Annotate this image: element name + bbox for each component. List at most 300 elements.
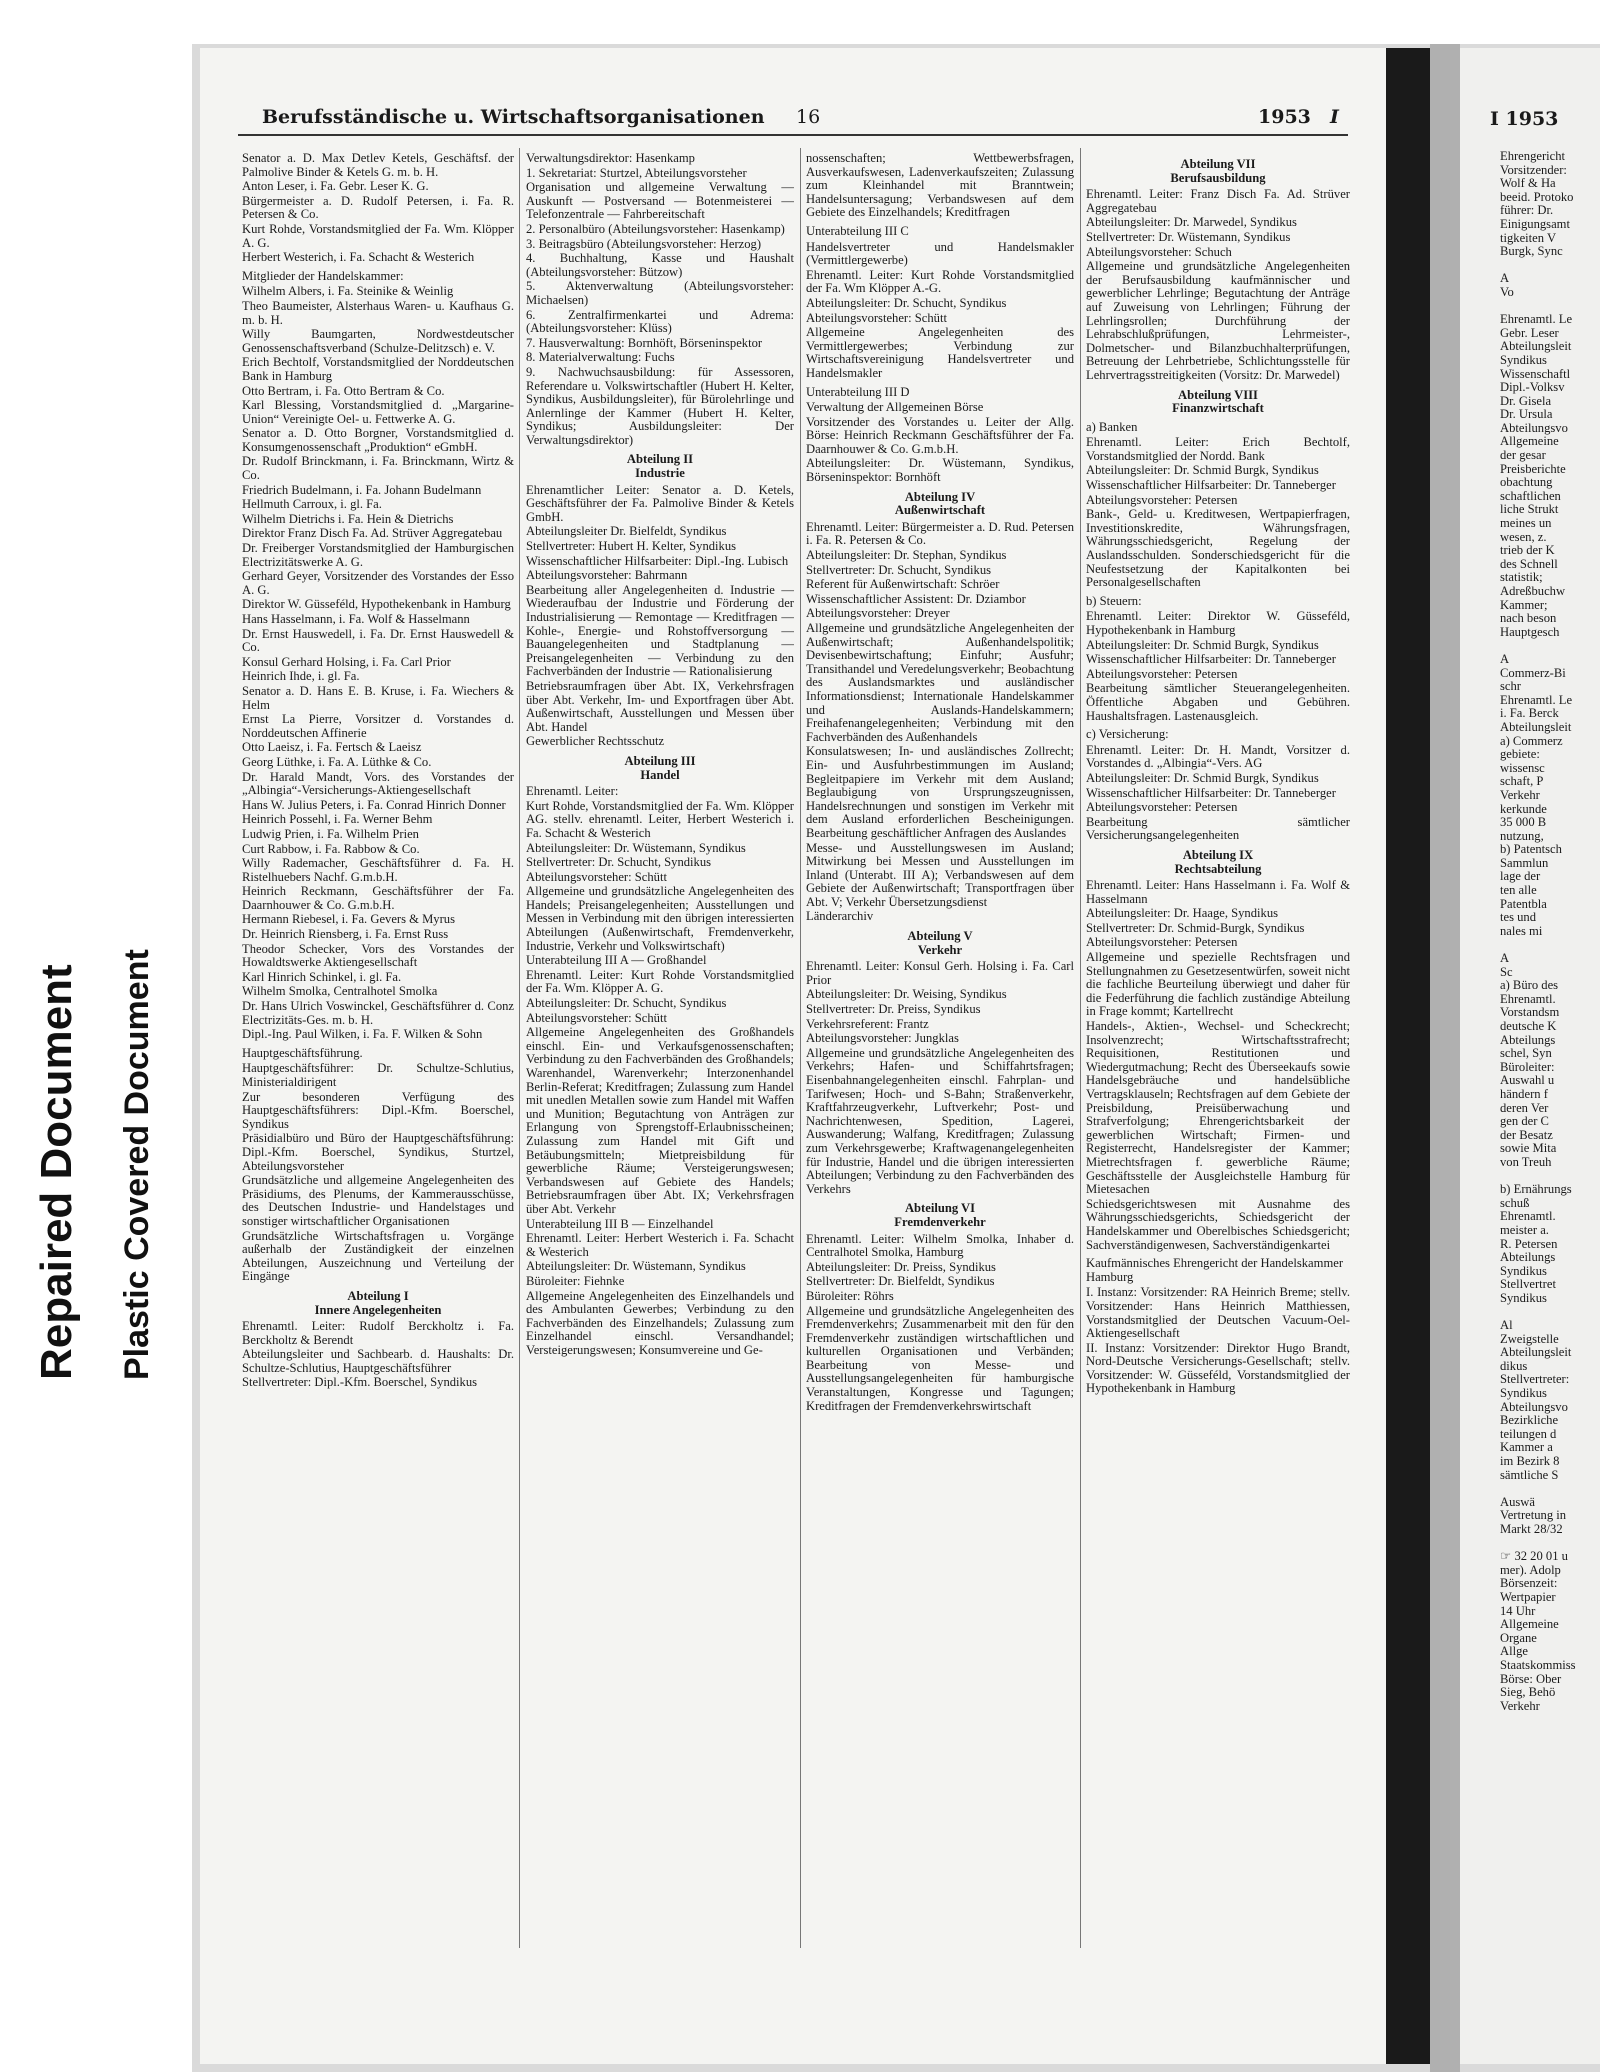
entry-text: Abteilungsleiter: Dr. Marwedel, Syndikus (1086, 215, 1297, 230)
entry-text: Grundsätzliche Wirtschaftsfragen u. Vorgänge außerhalb der Zuständigkeit der einzelnen Abteilungen, Auszeichnung und Verteilung der Eingänge (242, 1228, 514, 1284)
facing-page-line: händern f (1500, 1086, 1548, 1101)
column-divider (519, 148, 520, 1948)
section-subheading: Rechtsabteilung (1174, 861, 1262, 876)
entry-text: Abteilungsleiter und Sachbearb. d. Haushalts: Dr. Schultze-Schlutius, Hauptgeschäftsführer (242, 1347, 514, 1375)
text-column-1 (242, 152, 514, 1952)
entry-text: Stellvertreter: Dr. Schucht, Syndikus (806, 562, 992, 577)
facing-page-line: Vo (1500, 284, 1514, 299)
facing-page-line: schr (1500, 679, 1521, 694)
entry-text: Grundsätzliche und allgemeine Angelegenheiten des Präsidiums, des Plenums, der Kammerausschüsse, des Deutschen Industrie- und Handelstages und sonstiger wirtschaftlicher Organisationen (242, 1173, 514, 1228)
facing-page-line: nach beson (1500, 611, 1557, 626)
facing-page-line (1500, 1305, 1600, 1319)
entry-text: Verkehrsreferent: Frantz (806, 1016, 929, 1031)
entry-text: Handelsvertreter und Handelsmakler (Vermittlergewerbe) (806, 239, 1074, 268)
facing-page-line: Einigungsamt (1500, 216, 1570, 231)
facing-page-line: Sc (1500, 964, 1513, 979)
text-column-2 (526, 152, 794, 1952)
facing-page-line: Dr. Ursula (1500, 407, 1553, 422)
facing-page-line: Büroleiter: (1500, 1059, 1555, 1074)
entry-text: Stellvertreter: Dipl.-Kfm. Boerschel, Syndikus (242, 1375, 478, 1390)
section-heading: Abteilung V (907, 929, 973, 944)
section-heading: Abteilung II (626, 452, 694, 467)
entry-text: Friedrich Budelmann, i. Fa. Johann Budelmann (242, 482, 482, 497)
facing-page-line: des Schnell (1500, 556, 1558, 571)
plastic-covered-label: Plastic Covered Document (118, 949, 156, 1380)
entry-text: Abteilungsvorsteher: Petersen (1086, 666, 1238, 681)
facing-page-line: meines un (1500, 516, 1552, 531)
entry-text: Ehrenamtl. Leiter: Dr. H. Mandt, Vorsitzer d. Vorstandes d. „Albingia“-Vers. AG (1086, 742, 1350, 771)
facing-page-line: 35 000 B (1500, 815, 1547, 830)
entry-text: Dr. Freiberger Vorstandsmitglied der Hamburgischen Electrizitätswerke A. G. (242, 541, 514, 569)
entry-text: Ehrenamtl. Leiter: Kurt Rohde Vorstandsmitglied der Fa. Wm. Klöpper A. G. (526, 967, 794, 996)
entry-text: Herbert Westerich, i. Fa. Schacht & Westerich (242, 250, 475, 265)
facing-page-line: Al (1500, 1318, 1513, 1333)
entry-text: Zur besonderen Verfügung des Hauptgeschäftsführers: Dipl.-Kfm. Boerschel, Syndikus (242, 1089, 514, 1131)
subsection-heading: Kaufmännisches Ehrengericht der Handelskammer Hamburg (1086, 1256, 1344, 1284)
facing-page-line: meister a. (1500, 1222, 1549, 1237)
entry-text: Gerhard Geyer, Vorsitzender des Vorstandes der Esso A. G. (242, 569, 514, 597)
facing-page-line: schaft, P (1500, 774, 1544, 789)
entry-text: Ehrenamtl. Leiter: Erich Bechtolf, Vorstandsmitglied der Nordd. Bank (1086, 435, 1350, 463)
facing-page-line: Syndikus (1500, 1263, 1547, 1278)
entry-text: 2. Personalbüro (Abteilungsvorsteher: Hasenkamp) (526, 221, 785, 236)
facing-page-line: Vorstandsm (1500, 1005, 1560, 1020)
entry-text: Stellvertreter: Hubert H. Kelter, Syndikus (526, 539, 737, 554)
entry-text: Wilhelm Dietrichs i. Fa. Hein & Dietrichs (242, 511, 454, 526)
facing-page-line: nutzung, (1500, 828, 1544, 843)
entry-text: Büroleiter: Fiehnke (526, 1273, 625, 1288)
entry-text: Abteilungsvorsteher: Schütt (806, 310, 947, 325)
entry-text: Allgemeine und grundsätzliche Angelegenheiten des Handels; Preisangelegenheiten; Ausstellungen und Messen in Verbindung mit den übrigen interessierten Abteilungen (Außenwirtschaft, Fremdenverkehr, Industrie, Verkehr und Volkswirtschaft) (526, 884, 794, 953)
facing-page-line: Markt 28/32 (1500, 1521, 1563, 1536)
entry-text: Abteilungsvorsteher: Petersen (1086, 800, 1238, 815)
facing-page-line (1500, 1537, 1600, 1551)
facing-page-line: a) Büro des (1500, 978, 1559, 993)
entry-text: Abteilungsleiter: Dr. Wüstemann, Syndikus (526, 1259, 746, 1274)
entry-text: Abteilungsleiter Dr. Bielfeldt, Syndikus (526, 524, 727, 539)
entry-text: Abteilungsleiter: Dr. Preiss, Syndikus (806, 1259, 996, 1274)
entry-text: Heinrich Ihde, i. gl. Fa. (242, 669, 360, 684)
entry-text: Ludwig Prien, i. Fa. Wilhelm Prien (242, 826, 419, 841)
entry-text: Abteilungsleiter: Dr. Wüstemann, Syndikus, Börseninspektor: Bornhöft (806, 456, 1074, 485)
section-subheading: Finanzwirtschaft (1172, 401, 1264, 416)
facing-page-line: Verkehr (1500, 1698, 1540, 1713)
facing-page-line: b) Patentsch (1500, 842, 1562, 857)
entry-text: Wissenschaftlicher Assistent: Dr. Dziambor (806, 591, 1026, 606)
facing-page-line (1500, 259, 1600, 273)
entry-text: Verwaltungsdirektor: Hasenkamp (526, 152, 695, 165)
entry-text: Stellvertreter: Dr. Wüstemann, Syndikus (1086, 229, 1291, 244)
facing-page-line: Staatskommiss (1500, 1657, 1576, 1672)
facing-page-line: Ehrengericht (1500, 150, 1566, 163)
facing-page-line: Syndikus (1500, 1386, 1547, 1401)
facing-page-line: sowie Mita (1500, 1141, 1557, 1156)
facing-page-line: Wertpapier (1500, 1589, 1556, 1604)
facing-page-line: Börse: Ober (1500, 1671, 1562, 1686)
entry-text: Abteilungsvorsteher: Petersen (1086, 492, 1238, 507)
entry-text: 6. Zentralfirmenkartei und Adrema: (Abteilungsvorsteher: Klüss) (526, 307, 794, 336)
entry-text: 7. Hausverwaltung: Bornhöft, Börseninspektor (526, 335, 763, 350)
facing-page-line: schaftlichen (1500, 488, 1561, 503)
entry-text: Unterabteilung III A — Großhandel (526, 953, 707, 968)
facing-page-line: nales mi (1500, 923, 1543, 938)
entry-text: Bearbeitung sämtlicher Steuerangelegenheiten. Öffentliche Abgaben und Gebühren. Haushaltsfragen. Lastenausgleich. (1086, 681, 1350, 723)
facing-page-line: lage der (1500, 869, 1541, 884)
entry-text: Messe- und Ausstellungswesen im Ausland; Mitwirkung bei Messen und Ausstellungen im Inland (Unterabt. III A); Verbandswesen auf dem Gebiete der Außenwirtschaft; Transportfragen über Abt. V; Verkehr Übersetzungsdienst (806, 840, 1074, 909)
entry-text: Allgemeine Angelegenheiten des Großhandels einschl. Ein- und Verkaufsgenossenschaften; Verbindung zu den Fachverbänden des Großhandels; Warenhandel, Warenverkehr; Interzonenhandel Berlin-Referat; Kreditfragen; Zulassung zum Handel mit unedlen Metallen sowie zum Handel mit Waffen und Munition; Begutachtung von Anträgen zur Erlangung von Sprengstoff-Erlaubnisscheinen; Zulassung zum Handel mit Gift und Betäubungsmitteln; Mietpreisbildung für gewerbliche Räume; Versteigerungswesen; Verbandswesen auf Gebiete des Handels; Betriebsraumfragen über Abt. IX; Verkehrsfragen über Abt. Verkehr (526, 1025, 794, 1216)
entry-text: Abteilungsleiter: Dr. Wüstemann, Syndikus (526, 840, 746, 855)
entry-text: Dr. Heinrich Riensberg, i. Fa. Ernst Russ (242, 927, 449, 942)
entry-text: 3. Beitragsbüro (Abteilungsvorsteher: Herzog) (526, 236, 762, 251)
entry-text: Abteilungsvorsteher: Bahrmann (526, 568, 688, 583)
text-column-3 (806, 152, 1074, 1952)
entry-text: Abteilungsleiter: Dr. Schucht, Syndikus (526, 996, 727, 1011)
running-title: Berufsständische u. Wirtschaftsorganisationen (262, 106, 765, 128)
entry-text: Handels-, Aktien-, Wechsel- und Scheckrecht; Insolvenzrecht; Wirtschaftsstrafrecht; Requisitionen, Restitutionen und Wiedergutmachung; Recht des Überseekaufs sowie Handelsgebräuche und handelsübliche Vertragsklauseln; Rechtsfragen auf dem Gebiete der Preisbildung, Preisüberwachung und Strafverfolgung; Ehrengerichtsbarkeit der gewerblichen Wirtschaft; Firmen- und Registerrecht, Handelsregister der Kammer; Mietrechtsfragen f. gewerbliche Räume; Geschäftsstelle der Ausgleichstelle Hamburg für Mietesachen (1086, 1019, 1350, 1197)
facing-page-line: b) Ernährungs (1500, 1182, 1572, 1197)
entry-text: Direktor Franz Disch Fa. Ad. Strüver Aggregatebau (242, 526, 503, 541)
facing-page-line: schel, Syn (1500, 1046, 1552, 1061)
entry-text: Bearbeitung aller Angelegenheiten d. Industrie — Wiederaufbau der Industrie und Förderung der Industrialisierung — Remontage — Kreditfragen — Kohle-, Energie- und Rohstoffversorgung — Bauangelegenheiten und Stadtplanung — Preisangelegenheiten — Verbindung zu den Fachverbänden der Industrie — Rationalisierung (526, 582, 794, 679)
facing-page-line: Börsenzeit: (1500, 1576, 1558, 1591)
entry-text: Stellvertreter: Dr. Schmid-Burgk, Syndikus (1086, 920, 1305, 935)
entry-text: Dr. Hans Ulrich Voswinckel, Geschäftsführer d. Conz Electrizitäts-Ges. m. b. H. (242, 999, 514, 1027)
entry-text: Ehrenamtl. Leiter: Wilhelm Smolka, Inhaber d. Centralhotel Smolka, Hamburg (806, 1231, 1074, 1260)
section-subheading: Industrie (635, 466, 685, 481)
entry-text: Dipl.-Ing. Paul Wilken, i. Fa. F. Wilken & Sohn (242, 1027, 483, 1042)
facing-page-line: Hauptgesch (1500, 624, 1560, 639)
facing-page-line: im Bezirk 8 (1500, 1454, 1560, 1468)
entry-text: Hellmuth Carroux, i. gl. Fa. (242, 497, 382, 512)
entry-text: Schiedsgerichtswesen mit Ausnahme des Währungsschiedsgerichts, Schiedsgericht der Handelskammer und Oberelbisches Schiedsgericht; Sachverständigenwesen, Sachverständigenkartei (1086, 1196, 1350, 1252)
entry-text: Otto Bertram, i. Fa. Otto Bertram & Co. (242, 383, 445, 398)
facing-page-line: Wissenschaftl (1500, 366, 1571, 381)
facing-page-line: Patentbla (1500, 896, 1547, 911)
facing-page-line: Ehrenamtl. (1500, 991, 1556, 1006)
entry-text: Büroleiter: Röhrs (806, 1288, 894, 1303)
entry-text: Hermann Riebesel, i. Fa. Gevers & Myrus (242, 912, 455, 927)
facing-page-line: tes und (1500, 910, 1537, 925)
entry-text: Theo Baumeister, Alsterhaus Waren- u. Kaufhaus G. m. b. H. (242, 298, 514, 327)
entry-text: Allgemeine Angelegenheiten des Einzelhandels und des Ambulanten Gewerbes; Verbindung zu den Fachverbänden des Einzelhandels; Zulassung zum Einzelhandel einschl. Versandhandel; Versteigerungswesen; Konsumvereine und Ge- (526, 1288, 794, 1357)
entry-text: Stellvertreter: Dr. Bielfeldt, Syndikus (806, 1274, 995, 1289)
entry-text: Ehrenamtl. Leiter: (526, 784, 619, 799)
entry-text: Wissenschaftlicher Hilfsarbeiter: Dipl.-Ing. Lubisch (526, 553, 789, 568)
facing-page-line: Ehrenamtl. Le (1500, 312, 1573, 327)
facing-page-line: beeid. Protoko (1500, 189, 1574, 204)
facing-page-line: Stellvertreter: (1500, 1372, 1570, 1387)
entry-text: Allgemeine und grundsätzliche Angelegenheiten der Außenwirtschaft; Außenhandelspolitik; Devisenbewirtschaftung; Einfuhr; Ausfuhr; Transithandel und Veredelungsverkehr; Beobachtung des Auslandsmarktes und ausländischer Informationsdienst; Internationale Handelskammer und Auslands-Handelskammern; Freihafenangelegenheiten; Verbindung mit den Fachverbänden des Außenhandels (806, 621, 1074, 744)
entry-text: Abteilungsvorsteher: Schütt (526, 1010, 667, 1025)
facing-page-line: Kammer; (1500, 597, 1548, 612)
facing-page-header: I 1953 (1490, 108, 1559, 130)
entry-text: Senator a. D. Otto Borgner, Vorstandsmitglied d. Konsumgenossenschaft „Produktion“ eGmbH. (242, 426, 514, 454)
entry-text: Verwaltung der Allgemeinen Börse (806, 400, 984, 415)
section-subheading: Handel (640, 767, 680, 782)
entry-text: Abteilungsleiter: Dr. Schmid Burgk, Syndikus (1086, 463, 1319, 478)
facing-page-line: Dr. Gisela (1500, 393, 1552, 408)
entry-text: Allgemeine und spezielle Rechtsfragen und Stellungnahmen zu Gesetzesentwürfen, soweit nicht die fachliche Beurteilung überwiegt und daher für die Federführung die fachlich zuständige Abteilung in Frage kommt; Kartellrecht (1086, 950, 1350, 1019)
facing-page-line (1500, 938, 1600, 952)
section-subheading: Innere Angelegenheiten (314, 1302, 442, 1317)
facing-page-line: Abteilungsleit (1500, 339, 1572, 354)
facing-page-line: kerkunde (1500, 801, 1547, 816)
entry-text: II. Instanz: Vorsitzender: Direktor Hugo Brandt, Nord-Deutsche Versicherungs-Gesellschaft; stellv. Vorsitzender: W. Güsseféld, Vorstandsmitglied der Hypothekenbank in Hamburg (1086, 1340, 1350, 1396)
subsection-heading: c) Versicherung: (1086, 727, 1169, 742)
entry-text: Anton Leser, i. Fa. Gebr. Leser K. G. (242, 179, 429, 194)
facing-page-line: Burgk, Sync (1500, 244, 1563, 259)
entry-text: Abteilungsleiter: Dr. Schmid Burgk, Syndikus (1086, 770, 1319, 785)
facing-page-line: wissensc (1500, 760, 1545, 775)
facing-page-line: deutsche K (1500, 1019, 1557, 1033)
entry-text: Dr. Ernst Hauswedell, i. Fa. Dr. Ernst Hauswedell & Co. (242, 626, 514, 655)
section-heading: Abteilung IV (904, 489, 976, 504)
facing-page-line (1500, 639, 1600, 653)
entry-text: Länderarchiv (806, 909, 874, 924)
entry-text: Kurt Rohde, Vorstandsmitglied der Fa. Wm. Klöpper AG. stellv. ehrenamtl. Leiter, Herbert Westerich i. Fa. Schacht & Westerich (526, 798, 794, 840)
page-edge (1386, 48, 1430, 2064)
section-heading: Abteilung VII (1180, 157, 1256, 171)
entry-text: Wilhelm Smolka, Centralhotel Smolka (242, 984, 438, 999)
facing-page-line: Stellvertret (1500, 1277, 1556, 1292)
facing-page-line: ☞ 32 20 01 u (1500, 1549, 1568, 1564)
entry-text: Otto Laeisz, i. Fa. Fertsch & Laeisz (242, 740, 422, 755)
entry-text: Ehrenamtl. Leiter: Bürgermeister a. D. Rud. Petersen i. Fa. R. Petersen & Co. (806, 519, 1074, 548)
facing-page-line: teilungen d (1500, 1426, 1557, 1441)
entry-text: Hans Hasselmann, i. Fa. Wolf & Hasselmann (242, 612, 470, 626)
column-divider (1080, 148, 1081, 1948)
facing-page-line: Vertretung in (1500, 1508, 1567, 1523)
entry-text: Wilhelm Albers, i. Fa. Steinike & Weinlig (242, 284, 454, 299)
entry-text: Abteilungsleiter: Dr. Schmid Burgk, Syndikus (1086, 637, 1319, 652)
facing-page-line: Zweigstelle (1500, 1331, 1559, 1346)
facing-page-line: der gesar (1500, 448, 1546, 463)
volume: I (1330, 106, 1339, 128)
entry-text: Vorsitzender des Vorstandes u. Leiter der Allg. Börse: Heinrich Reckmann Geschäftsführer der Fa. Daarnhouwer & Co. G.m.b.H. (806, 414, 1074, 456)
entry-text: Wissenschaftlicher Hilfsarbeiter: Dr. Tanneberger (1086, 652, 1336, 667)
facing-page-line: Abteilungsvo (1500, 420, 1568, 435)
header-rule (238, 134, 1348, 136)
facing-page-line: R. Petersen (1500, 1236, 1558, 1251)
section-heading: Abteilung VIII (1178, 387, 1258, 402)
entry-text: Willy Baumgarten, Nordwestdeutscher Genossenschaftsverband (Schulze-Delitzsch) e. V. (242, 327, 514, 355)
section-heading: Abteilung III (624, 753, 696, 768)
facing-page-line: Abteilungsleit (1500, 719, 1572, 734)
cover-margin (0, 0, 190, 2072)
entry-text: Abteilungsleiter: Dr. Stephan, Syndikus (806, 548, 1007, 563)
entry-text: Willy Rademacher, Geschäftsführer d. Fa. H. Ristelhuebers Nachf. G.m.b.H. (242, 856, 514, 884)
entry-text: Gewerblicher Rechtsschutz (526, 734, 665, 749)
entry-text: Abteilungsleiter: Dr. Weising, Syndikus (806, 987, 1007, 1002)
facing-page-line: a) Commerz (1500, 733, 1563, 748)
subsection-heading: Unterabteilung III D (806, 384, 910, 399)
entry-text: Bearbeitung sämtlicher Versicherungsangelegenheiten (1086, 814, 1350, 843)
entry-text: Heinrich Reckmann, Geschäftsführer der Fa. Daarnhouwer & Co. G.m.b.H. (242, 884, 514, 912)
entry-text: Unterabteilung III B — Einzelhandel (526, 1216, 714, 1231)
entry-text: Konsul Gerhard Holsing, i. Fa. Carl Prior (242, 654, 451, 669)
entry-text: Theodor Schecker, Vors des Vorstandes der Howaldtswerke Aktiengesellschaft (242, 941, 514, 970)
entry-text: Direktor W. Güsseféld, Hypothekenbank in Hamburg (242, 597, 511, 612)
facing-page-line: Vorsitzender: (1500, 162, 1567, 177)
entry-text: Ehrenamtl. Leiter: Franz Disch Fa. Ad. Strüver Aggregatebau (1086, 187, 1350, 215)
entry-text: Ehrenamtl. Leiter: Hans Hasselmann i. Fa. Wolf & Hasselmann (1086, 878, 1350, 906)
subsection-heading: b) Steuern: (1086, 593, 1142, 608)
subsection-heading: a) Banken (1086, 419, 1138, 434)
entry-text: Georg Lüthke, i. Fa. A. Lüthke & Co. (242, 754, 432, 769)
entry-text: Abteilungsvorsteher: Schuch (1086, 244, 1232, 259)
entry-text: Heinrich Possehl, i. Fa. Werner Behm (242, 812, 433, 827)
facing-page-line: trieb der K (1500, 543, 1555, 558)
entry-text: Ehrenamtl. Leiter: Rudolf Berckholtz i. Fa. Berckholtz & Berendt (242, 1319, 514, 1347)
entry-text: I. Instanz: Vorsitzender: RA Heinrich Breme; stellv. Vorsitzender: Hans Heinrich Matthiessen, Vorstandsmitglied der Deutschen Vacuum-Oel-Aktiengesellschaft (1086, 1285, 1350, 1341)
entry-text: 1. Sekretariat: Sturtzel, Abteilungsvorsteher (526, 165, 747, 180)
facing-page-line: Verkehr (1500, 787, 1540, 802)
section-heading: Abteilung IX (1182, 847, 1254, 862)
entry-text: Dr. Harald Mandt, Vors. des Vorstandes der „Albingia“-Versicherungs-Aktiengesellschaft (242, 769, 514, 798)
subsection-heading: Mitglieder der Handelskammer: (242, 268, 404, 283)
facing-page-line: Commerz-Bi (1500, 665, 1566, 680)
facing-page-line: Bezirkliche (1500, 1413, 1559, 1428)
facing-page-line: A (1500, 271, 1510, 286)
entry-text: Stellvertreter: Dr. Preiss, Syndikus (806, 1002, 981, 1017)
entry-text: Organisation und allgemeine Verwaltung — Auskunft — Postversand — Botenmeisterei — Telefonzentrale — Fahrbereitschaft (526, 180, 794, 222)
entry-text: Hauptgeschäftsführer: Dr. Schultze-Schlutius, Ministerialdirigent (242, 1061, 514, 1089)
entry-text: Bank-, Geld- u. Kreditwesen, Wertpapierfragen, Investitionskredite, Währungsfragen, Währungsschiedsgericht, Regelung der Auslandsschulden. Sonderschiedsgericht für die Neufestsetzung der Kapitalkonten bei Personalgesellschaften (1086, 507, 1350, 590)
book-gutter (1430, 44, 1460, 2072)
section-heading: Abteilung I (347, 1288, 409, 1303)
facing-page-line: Allgemeine (1500, 1617, 1559, 1632)
entry-text: Konsulatswesen; In- und ausländisches Zollrecht; Ein- und Ausfuhrbestimmungen im Ausland; Begleitpapiere im Verkehr mit dem Ausland; Beglaubigung von Ursprungszeugnissen, Handelsrechnungen und sonstigen im Verkehr mit dem Ausland erforderlichen Bescheinigungen. Bearbeitung geschäftlicher Anfragen des Auslandes (806, 744, 1074, 840)
entry-text: 5. Aktenverwaltung (Abteilungsvorsteher: Michaelsen) (526, 279, 794, 307)
entry-text: Abteilungsvorsteher: Jungklas (806, 1031, 959, 1046)
entry-text: Allgemeine und grundsätzliche Angelegenheiten der Berufsausbildung kaufmännischer und gewerblicher Lehrlinge; Begutachtung der Anträge auf Zuweisung von Lehrlingen; Führung der Lehrlingsrollen; Durchführung der Lehrabschlußprüfungen, Lehrmeister-, Dolmetscher- und Bilanzbuchhalterprüfungen, Betreuung der Lehrbetriebe, Schlichtungsstelle für Lehrvertragsstreitigkeiten (Vorsitz: Dr. Marwedel) (1086, 259, 1350, 382)
year: 1953 (1258, 106, 1311, 128)
entry-text: Wissenschaftlicher Hilfsarbeiter: Dr. Tanneberger (1086, 785, 1336, 800)
facing-page-line: Auswä (1500, 1494, 1535, 1509)
facing-page-line: obachtung (1500, 475, 1553, 490)
entry-text: Senator a. D. Hans E. B. Kruse, i. Fa. Wiechers & Helm (242, 683, 514, 712)
facing-page-line: Abteilungs (1500, 1250, 1556, 1265)
facing-page-line: wesen, z. (1500, 529, 1547, 544)
entry-text: Abteilungsleiter: Dr. Schucht, Syndikus (806, 295, 1007, 310)
entry-text: Ehrenamtl. Leiter: Kurt Rohde Vorstandsmitglied der Fa. Wm Klöpper A.-G. (806, 267, 1074, 296)
facing-page-line: Ehrenamtl. (1500, 1209, 1556, 1224)
facing-page-line: Wolf & Ha (1500, 176, 1556, 191)
facing-page-line: Dipl.-Volksv (1500, 380, 1565, 395)
facing-page-line: führer: Dr. (1500, 203, 1554, 218)
entry-text: Bürgermeister a. D. Rudolf Petersen, i. Fa. R. Petersen & Co. (242, 193, 514, 222)
entry-text: Allgemeine und grundsätzliche Angelegenheiten des Verkehrs; Hafen- und Schiffahrtsfragen; Eisenbahnangelegenheiten einschl. Fahrplan- und Tarifwesen; Hoch- und S-Bahn; Straßenverkehr, Kraftfahrzeugverkehr, Luftverkehr; Post- und Nachrichtenwesen, Spedition, Lagerei, Auswanderung; Walfang, Kreditfragen; Zulassung zum Verkehrsgewerbe; Kraftwagenangelegenheiten für Industrie, Handel und die übrigen interessierten Abteilungen; Verbindung zu den Fachverbänden des Verkehrs (806, 1045, 1074, 1196)
subsection-heading: Unterabteilung III C (806, 223, 909, 238)
section-subheading: Außenwirtschaft (894, 503, 986, 518)
entry-text: Ernst La Pierre, Vorsitzer d. Vorstandes d. Norddeutschen Affinerie (242, 712, 514, 740)
facing-page-line: Syndikus (1500, 352, 1547, 367)
entry-text: 4. Buchhaltung, Kasse und Haushalt (Abteilungsvorsteher: Bützow) (526, 251, 794, 279)
section-heading: Abteilung VI (904, 1201, 976, 1216)
entry-text: Ehrenamtl. Leiter: Direktor W. Güsseféld, Hypothekenbank in Hamburg (1086, 609, 1350, 637)
facing-page-line: Allgemeine (1500, 434, 1559, 449)
facing-page-line: 14 Uhr (1500, 1603, 1536, 1618)
entry-text: Erich Bechtolf, Vorstandsmitglied der Norddeutschen Bank in Hamburg (242, 355, 514, 383)
subsection-heading: Hauptgeschäftsführung. (242, 1045, 363, 1060)
facing-page-line: Auswahl u (1500, 1073, 1555, 1088)
entry-text: Abteilungsvorsteher: Schütt (526, 869, 667, 884)
facing-page-line: Gebr. Leser (1500, 325, 1559, 340)
facing-page-line: Abteilungsvo (1500, 1399, 1568, 1414)
entry-text: Abteilungsleiter: Dr. Haage, Syndikus (1086, 906, 1279, 921)
facing-page-line: deren Ver (1500, 1100, 1549, 1115)
section-subheading: Fremdenverkehr (894, 1214, 986, 1229)
facing-page-line: A (1500, 951, 1510, 966)
entry-text: Curt Rabbow, i. Fa. Rabbow & Co. (242, 841, 420, 856)
entry-text: Dr. Rudolf Brinckmann, i. Fa. Brinckmann, Wirtz & Co. (242, 454, 514, 483)
column-divider (800, 148, 801, 1948)
facing-page-line: der Besatz (1500, 1127, 1553, 1142)
entry-text: Kurt Rohde, Vorstandsmitglied der Fa. Wm. Klöpper A. G. (242, 221, 514, 250)
facing-page-line: gen der C (1500, 1114, 1549, 1129)
facing-page-line: schuß (1500, 1195, 1530, 1210)
facing-page-line: Syndikus (1500, 1290, 1547, 1305)
facing-page-line: ten alle (1500, 883, 1537, 898)
facing-page-line: Adreßbuchw (1500, 584, 1566, 598)
entry-text: Betriebsraumfragen über Abt. IX, Verkehrsfragen über Abt. Verkehr, Im- und Exportfragen über Abt. Außenwirtschaft, Ausstellungen und Messen über Abt. Handel (526, 678, 794, 734)
entry-text: Karl Blessing, Vorstandsmitglied d. „Margarine-Union“ Vereinigte Oel- u. Fettwerke A. G. (242, 398, 514, 426)
facing-page-line: Abteilungs (1500, 1032, 1556, 1047)
facing-page-line: Abteilungsleit (1500, 1345, 1572, 1360)
entry-text: Ehrenamtlicher Leiter: Senator a. D. Ketels, Geschäftsführer der Fa. Palmolive Binder & Ketels GmbH. (526, 482, 794, 524)
facing-page-line (1500, 1170, 1600, 1184)
entry-text: Stellvertreter: Dr. Schucht, Syndikus (526, 855, 712, 870)
facing-page-line (1500, 1482, 1600, 1496)
entry-text: Wissenschaftlicher Hilfsarbeiter: Dr. Tanneberger (1086, 478, 1336, 493)
entry-text: Allgemeine und grundsätzliche Angelegenheiten des Fremdenverkehrs; Zusammenarbeit mit den für den Fremdenverkehr zuständigen wirtschaftlichen und kulturellen Organisationen und Verbänden; Bearbeitung von Messe- und Ausstellungsangelegenheiten für hamburgische Veranstaltungen, Kongresse und Tagungen; Kreditfragen der Fremdenverkehrswirtschaft (806, 1303, 1074, 1413)
facing-page-line: Preisberichte (1500, 461, 1566, 476)
entry-text: Abteilungsvorsteher: Dreyer (806, 606, 950, 621)
entry-text: nossenschaften; Wettbewerbsfragen, Ausverkaufswesen, Ladenverkaufszeiten; Zulassung zum Kleinhandel mit Branntwein; Handelsuntersagung; Verbandswesen auf dem Gebiete des Einzelhandels; Kreditfragen (806, 152, 1074, 220)
entry-text: 8. Materialverwaltung: Fuchs (526, 350, 675, 365)
entry-text: Karl Hinrich Schinkel, i. gl. Fa. (242, 969, 402, 984)
entry-text: Senator a. D. Max Detlev Ketels, Geschäftsf. der Palmolive Binder & Ketels G. m. b. H. (242, 152, 514, 179)
facing-page-line: liche Strukt (1500, 502, 1559, 517)
facing-page-line: mer). Adolp (1500, 1562, 1561, 1577)
facing-page-line: tigkeiten V (1500, 230, 1557, 245)
facing-page-text (1500, 150, 1600, 1950)
facing-page-line: A (1500, 651, 1510, 666)
facing-page-line: Organe (1500, 1630, 1537, 1645)
facing-page-line: Allge (1500, 1644, 1528, 1659)
facing-page-line (1500, 300, 1600, 314)
facing-page-line: i. Fa. Berck (1500, 706, 1559, 721)
section-subheading: Verkehr (917, 942, 963, 957)
section-subheading: Berufsausbildung (1170, 170, 1266, 185)
text-column-4 (1086, 152, 1350, 1952)
page-number: 16 (796, 106, 821, 128)
entry-text: 9. Nachwuchsausbildung: für Assessoren, Referendare u. Volkswirtschaftler (Hubert H. Kelter, Syndikus, Ausbildungsleiter), für Bürolehrlinge und Anlernlinge der Kammer (Hubert H. Kelter, Syndikus; Ausbildungsleiter: Der Verwaltungsdirektor) (526, 364, 794, 447)
facing-page-line: von Treuh (1500, 1154, 1552, 1169)
entry-text: Referent für Außenwirtschaft: Schröer (806, 577, 1000, 592)
entry-text: Ehrenamtl. Leiter: Herbert Westerich i. Fa. Schacht & Westerich (526, 1231, 794, 1259)
facing-page-line: Sammlun (1500, 855, 1549, 870)
facing-page-line: sämtliche S (1500, 1467, 1559, 1482)
entry-text: Präsidialbüro und Büro der Hauptgeschäftsführung: Dipl.-Kfm. Boerschel, Syndikus, Sturtzel, Abteilungsvorsteher (242, 1131, 514, 1173)
facing-page-line: Sieg, Behö (1500, 1685, 1556, 1700)
entry-text: Allgemeine Angelegenheiten des Vermittlergewerbes; Verbindung zur Wirtschaftsvereinigung Handelsvertreter und Handelsmakler (806, 325, 1074, 380)
facing-page-line: Ehrenamtl. Le (1500, 692, 1573, 707)
entry-text: Abteilungsvorsteher: Petersen (1086, 935, 1238, 950)
facing-page-line: dikus (1500, 1358, 1528, 1373)
facing-page-line: Kammer a (1500, 1440, 1553, 1455)
facing-page-line: statistik; (1500, 570, 1543, 585)
